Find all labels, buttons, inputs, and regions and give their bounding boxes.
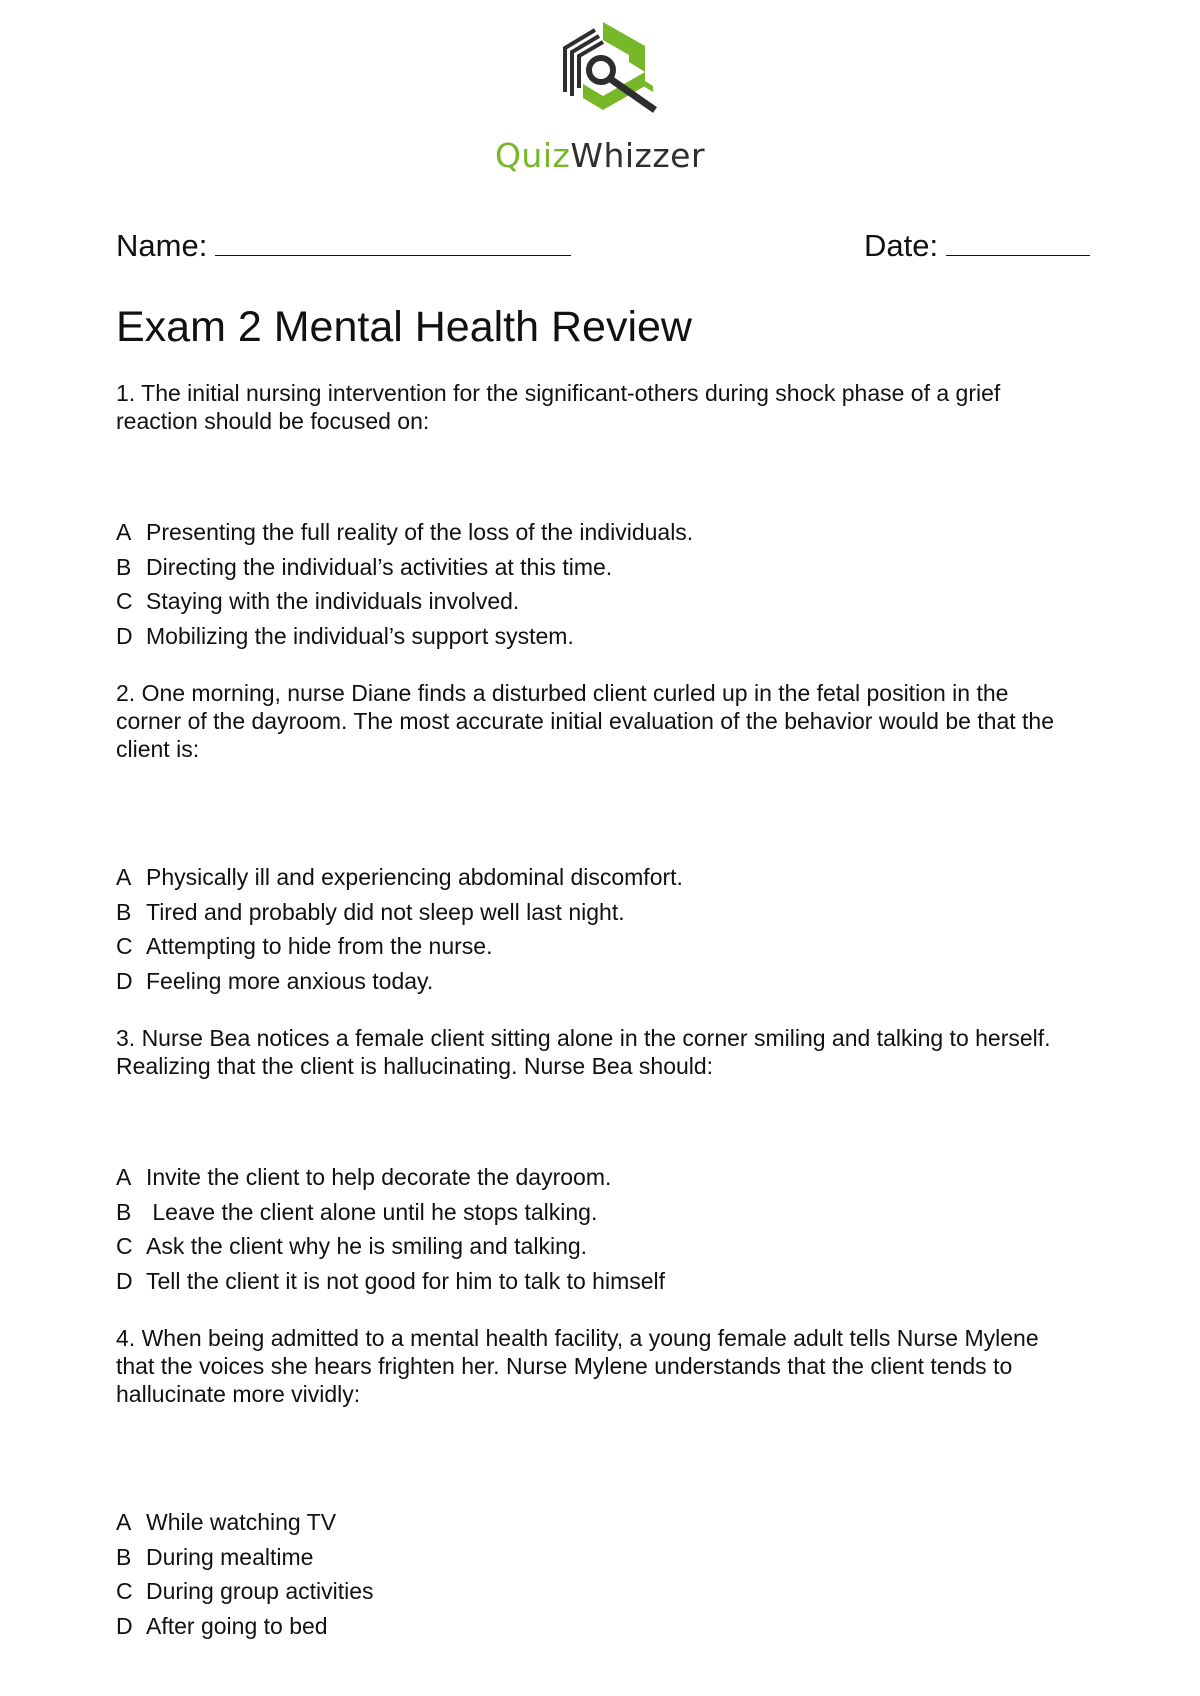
option-letter: D — [116, 622, 133, 649]
brand-part-whizzer: Whizzer — [570, 136, 706, 175]
question-text: 2. One morning, nurse Diane finds a disturbed client curled up in the fetal position in the corner of the dayroom. The most accurate initial evaluation of the behavior would be that the client is: — [116, 680, 1055, 762]
option-text: While watching TV — [146, 1509, 337, 1535]
answer-options — [116, 518, 693, 656]
option-letter: C — [116, 933, 133, 959]
question-text: 4. When being admitted to a mental health facility, a young female adult tells Nurse Mylene that the voices she hears frighten her. Nurse Mylene understands that the client tends to hallucinate more vividly: — [116, 1325, 1039, 1407]
answer-option — [116, 622, 693, 657]
brand-wordmark — [0, 136, 1200, 175]
answer-option — [116, 1163, 665, 1198]
option-letter: D — [116, 967, 133, 994]
option-text: Physically ill and experiencing abdominal discomfort. — [146, 864, 683, 890]
date-field — [864, 228, 1090, 264]
option-text: During group activities — [146, 1578, 374, 1604]
answer-option — [116, 1612, 374, 1647]
option-letter: D — [116, 1612, 133, 1639]
date-blank-line — [946, 233, 1090, 256]
answer-option — [116, 1232, 665, 1267]
answer-option — [116, 1577, 374, 1612]
option-letter: D — [116, 1267, 133, 1294]
answer-option — [116, 518, 693, 553]
answer-option — [116, 863, 683, 898]
option-letter: B — [116, 553, 132, 580]
option-text: Directing the individual’s activities at this time. — [146, 553, 613, 580]
option-text: Ask the client why he is smiling and talking. — [146, 1233, 588, 1259]
name-field — [116, 228, 571, 264]
answer-option — [116, 1267, 665, 1302]
option-text: Mobilizing the individual’s support system. — [146, 622, 574, 649]
option-text: Attempting to hide from the nurse. — [146, 933, 493, 959]
option-letter: C — [116, 1578, 133, 1604]
answer-option — [116, 932, 683, 967]
option-letter: B — [116, 1543, 132, 1570]
brand-part-quiz: Quiz — [494, 136, 571, 175]
answer-option — [116, 553, 693, 588]
date-label: Date: — [864, 228, 939, 263]
answer-option — [116, 1508, 374, 1543]
answer-options — [116, 1508, 374, 1646]
option-letter: A — [116, 519, 132, 545]
option-letter: A — [116, 864, 132, 890]
answer-option — [116, 1543, 374, 1578]
option-text: Tell the client it is not good for him to talk to himself — [146, 1267, 666, 1294]
option-text: After going to bed — [146, 1612, 328, 1639]
option-letter: A — [116, 1509, 132, 1535]
option-text: Tired and probably did not sleep well last night. — [146, 898, 625, 925]
name-blank-line — [215, 233, 571, 256]
question-text: 1. The initial nursing intervention for the significant-others during shock phase of a grief reaction should be focused on: — [116, 380, 1001, 434]
option-text: During mealtime — [146, 1543, 314, 1570]
answer-option — [116, 587, 693, 622]
option-text: Feeling more anxious today. — [146, 967, 434, 994]
page-title: Exam 2 Mental Health Review — [116, 303, 692, 351]
answer-options — [116, 1163, 665, 1301]
question-text: 3. Nurse Bea notices a female client sitting alone in the corner smiling and talking to herself. Realizing that the client is hallucinating. Nurse Bea should: — [116, 1025, 1051, 1079]
quizwhizzer-logo-icon — [545, 18, 663, 130]
option-text: Invite the client to help decorate the dayroom. — [146, 1164, 612, 1190]
answer-option — [116, 967, 683, 1002]
answer-option — [116, 1198, 665, 1233]
answer-options — [116, 863, 683, 1001]
option-letter: C — [116, 588, 133, 614]
answer-option — [116, 898, 683, 933]
option-letter: A — [116, 1164, 132, 1190]
option-text: Leave the client alone until he stops talking. — [146, 1198, 598, 1225]
option-letter: B — [116, 898, 132, 925]
name-label: Name: — [116, 228, 208, 263]
option-text: Presenting the full reality of the loss of the individuals. — [146, 519, 694, 545]
option-letter: B — [116, 1198, 132, 1225]
option-text: Staying with the individuals involved. — [146, 588, 520, 614]
option-letter: C — [116, 1233, 133, 1259]
